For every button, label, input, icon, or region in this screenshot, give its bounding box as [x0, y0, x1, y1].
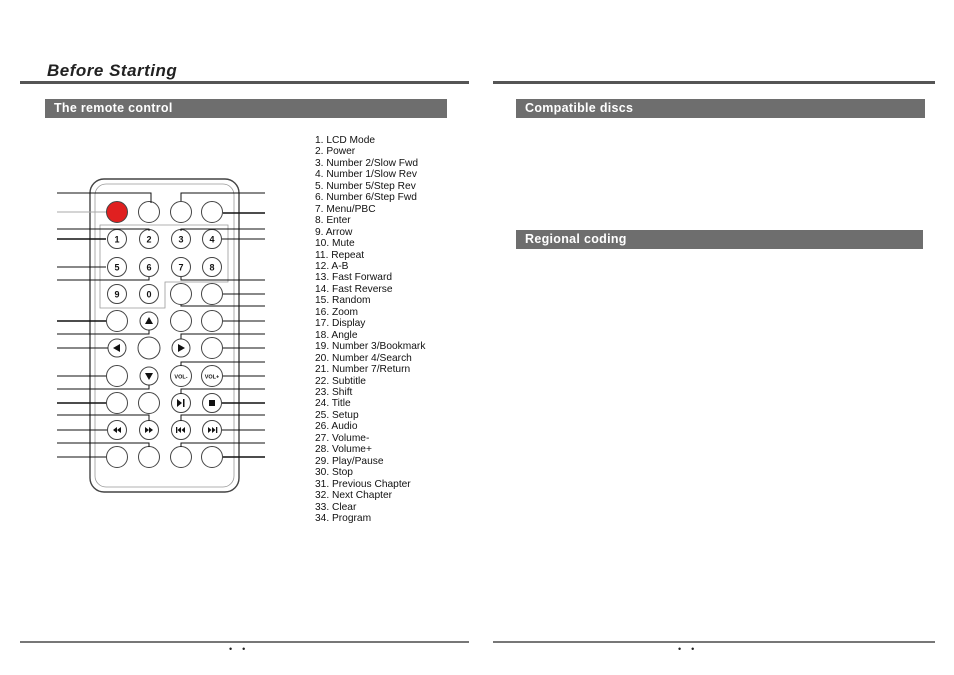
digit-0: 0 — [146, 289, 152, 300]
vol-plus-label: VOL+ — [204, 374, 220, 381]
legend-item: 21. Number 7/Return — [315, 364, 411, 376]
zoom-button — [171, 311, 192, 332]
legend-item: 27. Volume- — [315, 432, 370, 444]
legend-item: 24. Title — [315, 398, 351, 410]
remote-body — [90, 179, 239, 492]
legend-item: 32. Next Chapter — [315, 490, 393, 502]
digit-2: 2 — [146, 234, 152, 245]
legend-item: 16. Zoom — [315, 306, 359, 318]
legend-item: 25. Setup — [315, 409, 359, 421]
title-button — [107, 393, 128, 414]
legend-item: 8. Enter — [315, 215, 351, 227]
digit-3: 3 — [178, 234, 184, 245]
legend-item: 15. Random — [315, 295, 371, 307]
legend-item: 12. A-B — [315, 260, 349, 272]
clear-button — [171, 447, 192, 468]
legend-item: 20. Number 4/Search — [315, 352, 412, 364]
display-button — [202, 311, 223, 332]
footer-rule-right — [493, 641, 935, 643]
legend-item: 11. Repeat — [315, 249, 365, 261]
legend-item: 13. Fast Forward — [315, 272, 392, 284]
digit-7: 7 — [178, 262, 184, 273]
button-legend-list — [315, 135, 425, 524]
setup-button — [107, 447, 128, 468]
legend-item: 3. Number 2/Slow Fwd — [315, 157, 419, 169]
audio-button — [139, 447, 160, 468]
vol-minus-label: VOL- — [174, 374, 188, 381]
legend-item: 23. Shift — [315, 386, 353, 398]
section-heading-regional-coding: Regional coding — [516, 230, 923, 249]
page-number-right: • • — [678, 644, 695, 654]
enter-button — [138, 337, 160, 359]
program-button — [202, 447, 223, 468]
subtitle-button — [139, 393, 160, 414]
mute-button — [171, 202, 192, 223]
legend-item: 14. Fast Reverse — [315, 283, 393, 295]
page-title: Before Starting — [47, 61, 178, 80]
digit-9: 9 — [114, 289, 120, 300]
legend-item: 30. Stop — [315, 467, 353, 479]
legend-item: 31. Previous Chapter — [315, 478, 411, 490]
ab-button — [171, 284, 192, 305]
section-heading-compatible-discs: Compatible discs — [516, 99, 925, 118]
lcd-mode-button — [139, 202, 160, 223]
legend-item: 4. Number 1/Slow Rev — [315, 169, 417, 181]
section-heading-remote-control: The remote control — [45, 99, 447, 118]
legend-item: 9. Arrow — [315, 226, 353, 238]
repeat-button — [202, 202, 223, 223]
legend-item: 5. Number 5/Step Rev — [315, 180, 416, 192]
menu-pbc-button — [107, 311, 128, 332]
legend-item: 29. Play/Pause — [315, 455, 384, 467]
legend-item: 6. Number 6/Step Fwd — [315, 192, 417, 204]
digit-6: 6 — [146, 262, 152, 273]
page-number-left: • • — [229, 644, 246, 654]
legend-item: 7. Menu/PBC — [315, 203, 376, 215]
digit-8: 8 — [209, 262, 215, 273]
legend-item: 33. Clear — [315, 501, 357, 513]
legend-item: 17. Display — [315, 318, 366, 330]
legend-item: 34. Program — [315, 512, 372, 524]
stop-icon — [209, 400, 215, 406]
random-button — [202, 284, 223, 305]
legend-item: 10. Mute — [315, 238, 355, 250]
digit-1: 1 — [114, 234, 120, 245]
digit-5: 5 — [114, 262, 120, 273]
power-button — [107, 202, 128, 223]
legend-item: 28. Volume+ — [315, 444, 372, 456]
legend-item: 19. Number 3/Bookmark — [315, 341, 426, 353]
shift-button — [107, 366, 128, 387]
digit-4: 4 — [209, 234, 215, 245]
legend-item: 2. Power — [315, 146, 356, 158]
legend-item: 1. LCD Mode — [315, 135, 376, 146]
angle-button — [202, 338, 223, 359]
legend-item: 22. Subtitle — [315, 375, 366, 387]
footer-rule-left — [20, 641, 469, 643]
legend-item: 26. Audio — [315, 421, 358, 433]
legend-item: 18. Angle — [315, 329, 358, 341]
